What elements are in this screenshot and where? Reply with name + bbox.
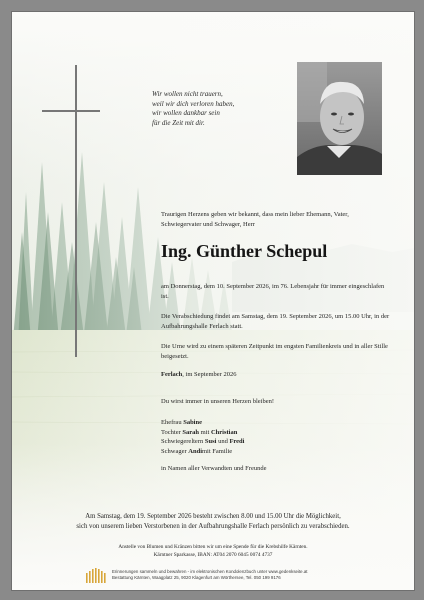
- viewing-line: sich von unserem lieben Verstorbenen in der Aufbahrungshalle Ferlach persönlich zu verabschieden.: [76, 522, 350, 530]
- relation-label: Ehefrau: [161, 419, 182, 426]
- portrait-photo: [297, 62, 382, 175]
- family-line: [161, 418, 381, 428]
- family-member-name: Andi: [188, 447, 202, 455]
- footer-line: Erinnerungen sammeln und bewahren - im elektronischen Kondolenzbuch unter www.gedenkseite.at: [112, 569, 308, 574]
- date: , im September 2026: [182, 371, 237, 378]
- footer: [85, 567, 375, 585]
- relation-label: Schwiegereltern: [161, 438, 204, 445]
- cross-horizontal-beam: [42, 110, 100, 112]
- passing-text: am Donnerstag, dem 10. September 2026, im 76. Lebensjahr für immer eingeschlafen ist.: [161, 283, 385, 300]
- family-list: [161, 418, 381, 456]
- verse-line: wir wollen dankbar sein: [152, 109, 220, 117]
- viewing-info: [32, 512, 394, 531]
- announcement-intro: Traurigen Herzens geben wir bekannt, dass mein lieber Ehemann, Vater, Schwiegervater und Schwager, Herr: [161, 211, 349, 228]
- family-line: [161, 437, 381, 447]
- cross-icon: [42, 65, 100, 357]
- portrait-image: [297, 62, 382, 175]
- relatives-text: in Namen aller Verwandten und Freunde: [161, 465, 267, 472]
- viewing-line: Am Samstag, dem 19. September 2026 besteht zwischen 8.00 und 15.00 Uhr die Möglichkeit,: [85, 513, 341, 520]
- cross-vertical-beam: [75, 65, 77, 357]
- connector-text: mit: [200, 428, 210, 436]
- deceased-name: Ing. Günther Schepul: [161, 241, 328, 261]
- remembrance-text: Du wirst immer in unseren Herzen bleiben!: [161, 398, 274, 405]
- funeral-service-logo-icon: [85, 567, 107, 585]
- verse-line: Wir wollen nicht trauern,: [152, 90, 223, 98]
- relation-label: Tochter: [161, 428, 181, 436]
- family-line: [161, 428, 381, 438]
- footer-text: [112, 569, 372, 581]
- family-member-name: Susi: [204, 438, 217, 445]
- urn-text: Die Urne wird zu einem späteren Zeitpunkt im engsten Familienkreis und in aller Stille beigesetzt.: [161, 343, 388, 360]
- donation-info: [52, 544, 374, 559]
- farewell-text: Die Verabschiedung findet am Samstag, dem 19. September 2026, um 15.00 Uhr, in der Aufbahrungshalle Ferlach statt.: [161, 313, 390, 330]
- family-line: [161, 447, 381, 457]
- connector-text: und: [218, 438, 228, 445]
- connector-text: mit Familie: [202, 447, 233, 455]
- family-member-name: Sarah: [182, 428, 200, 436]
- place-date: [161, 370, 391, 380]
- family-member-name: Christian: [210, 428, 238, 436]
- bank-details: Kärntner Sparkasse, IBAN: AT04 2070 6045 0074 4737: [153, 551, 273, 558]
- family-member-name: Sabine: [183, 419, 202, 426]
- obituary-page: [11, 11, 415, 591]
- verse-line: für die Zeit mit dir.: [152, 118, 205, 127]
- place: Ferlach: [161, 371, 183, 378]
- donation-line: Anstelle von Blumen und Kränzen bitten wir um eine Spende für die Krebshilfe Kärnten.: [118, 544, 308, 550]
- family-member-name: Fredi: [229, 438, 245, 445]
- relation-label: Schwager: [161, 447, 187, 455]
- obituary-content: [12, 12, 414, 590]
- memorial-verse: [152, 90, 282, 128]
- verse-line: weil wir dich verloren haben,: [152, 99, 235, 108]
- footer-line: Bestattung Kärnten, Waagplatz 25, 9020 Klagenfurt am Wörthersee, Tel. 050 199 9176: [112, 575, 281, 580]
